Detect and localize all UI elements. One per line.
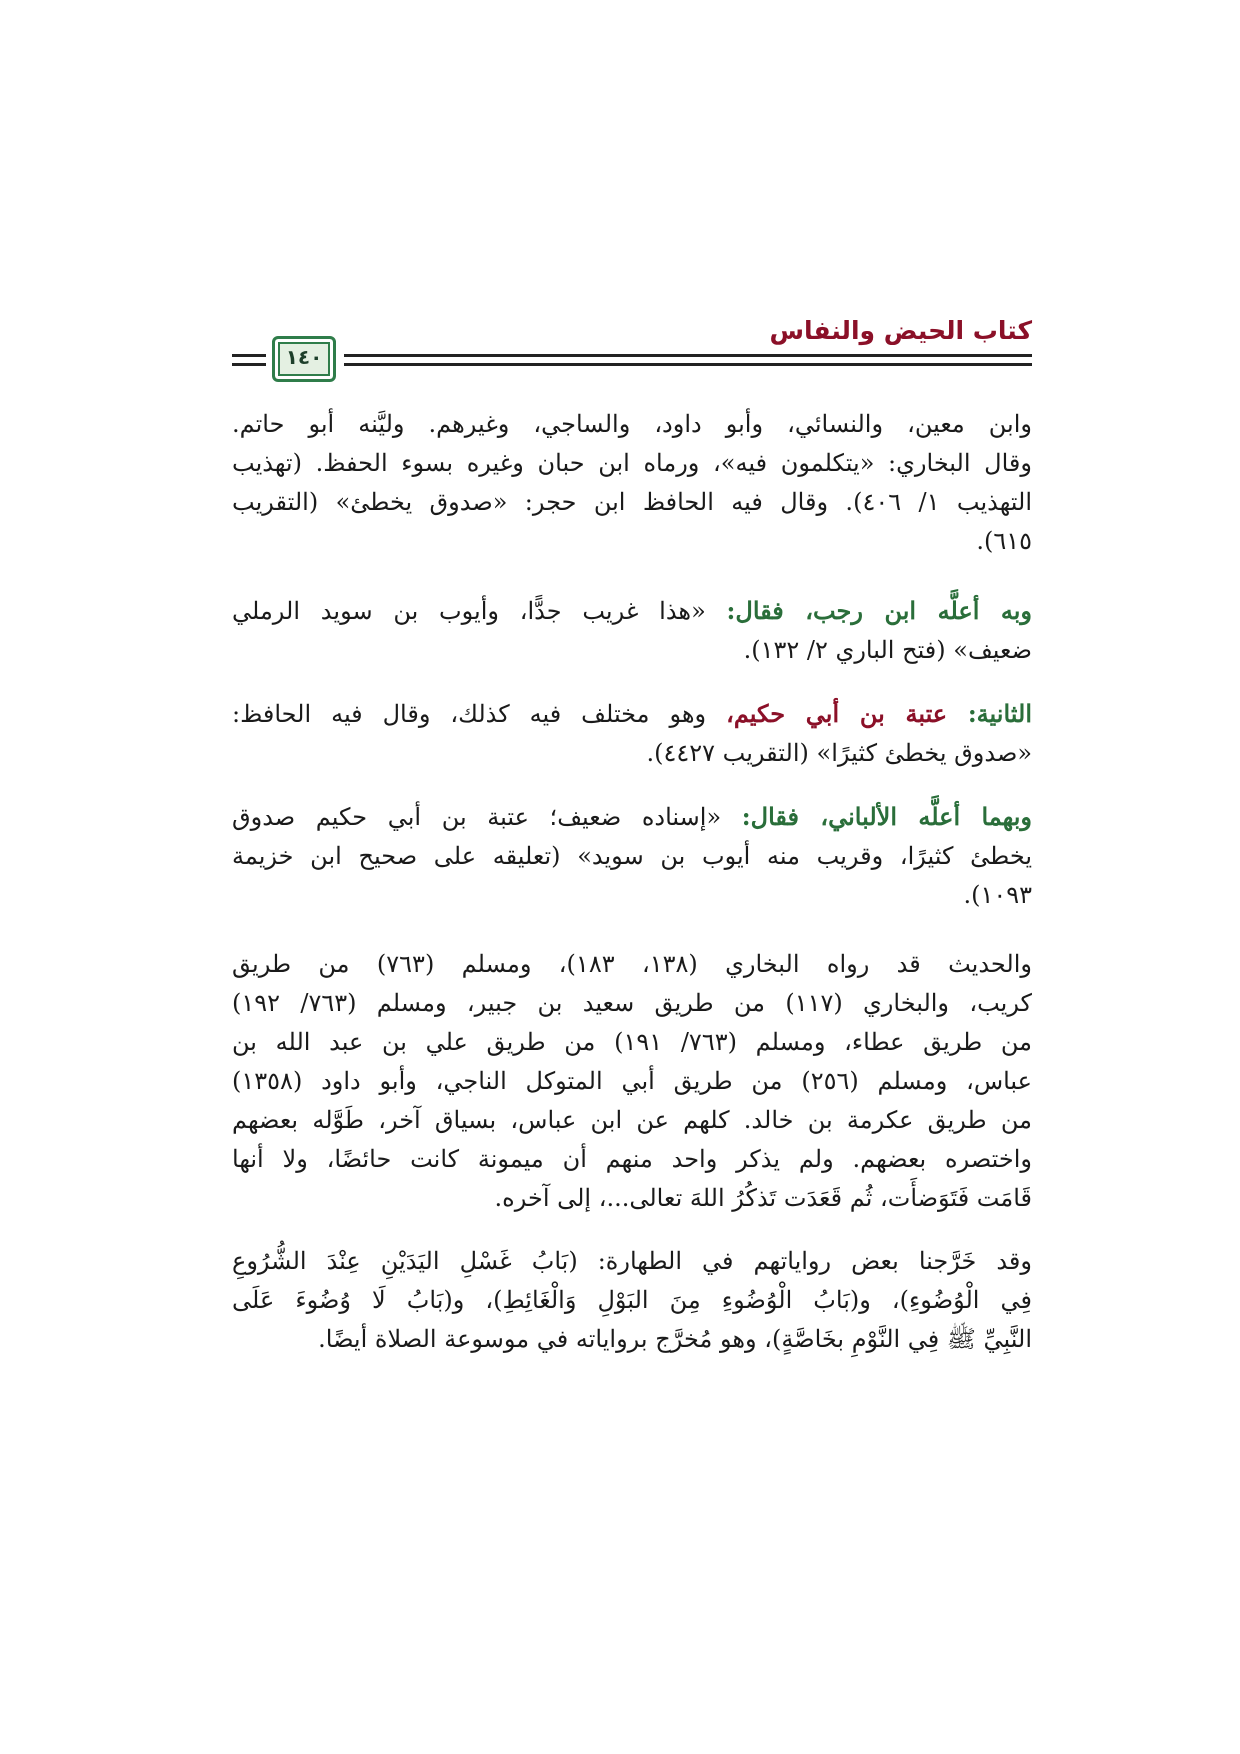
paragraph [232,1242,1032,1359]
text-line [232,591,1032,631]
text-line [232,797,1032,837]
text-line: والحديث قد رواه البخاري (١٣٨، ١٨٣)، ومسلم (٧٦٣) من طريق [232,950,1032,978]
text-line: ١٠٩٣). [963,881,1032,909]
text-line: فِي الْوُضُوءِ)، و(بَابُ الْوُضُوءِ مِنَ البَوْلِ وَالْغَائِطِ)، و(بَابُ لَا وُضُوءَ عَلَى [232,1286,1032,1314]
text-line: كريب، والبخاري (١١٧) من طريق سعيد بن جبير، ومسلم (٧٦٣/ ١٩٢) [232,989,1032,1017]
header-rule [344,354,1032,357]
text-line: وابن معين، والنسائي، وأبو داود، والساجي، وغيرهم. وليَّنه أبو حاتم. [232,410,1032,438]
header-rule [232,363,266,366]
text-line: وقال البخاري: «يتكلمون فيه»، ورماه ابن حبان وغيره بسوء الحفظ. (تهذيب [232,449,1032,477]
text-line: قَامَت فَتَوَضأَت، ثُم قَعَدَت تَذكُرُ اللهَ تعالى...، إلى آخره. [494,1184,1032,1212]
paragraph [232,797,1032,915]
text-line: من طريق عكرمة بن خالد. كلهم عن ابن عباس، بسياق آخر، طَوَّله بعضهم [232,1106,1032,1134]
text-line [232,694,1032,734]
page-number-badge [272,336,336,382]
narrator-name: عتبة بن أبي حكيم، [726,699,948,728]
paragraph [232,945,1032,1218]
header-rule [344,363,1032,366]
text-line: واختصره بعضهم. ولم يذكر واحد منهم أن ميمونة كانت حائضًا، ولا أنها [232,1145,1032,1173]
text-line: من طريق عطاء، ومسلم (٧٦٣/ ١٩١) من طريق علي بن عبد الله بن [232,1028,1032,1056]
page-header [232,310,1032,390]
text-line: يخطئ كثيرًا، وقريب منه أيوب بن سويد» (تعليقه على صحيح ابن خزيمة [232,842,1032,870]
text-line: وقد خَرَّجنا بعض رواياتهم في الطهارة: (بَابُ غَسْلِ اليَدَيْنِ عِنْدَ الشُّرُوعِ [232,1247,1032,1275]
text-span: «هذا غريب جدًّا، وأيوب بن سويد الرملي [232,597,727,625]
header-rule [232,354,266,357]
paragraph [232,694,1032,773]
text-span: «إسناده ضعيف؛ عتبة بن أبي حكيم صدوق [232,803,742,831]
paragraph [232,591,1032,670]
text-line: التهذيب ١/ ٤٠٦). وقال فيه الحافظ ابن حجر: «صدوق يخطئ» (التقريب [232,488,1032,516]
highlighted-phrase: الثانية: [947,699,1032,728]
text-line: عباس، ومسلم (٢٥٦) من طريق أبي المتوكل الناجي، وأبو داود (١٣٥٨) [232,1067,1032,1095]
text-span: وهو مختلف فيه كذلك، وقال فيه الحافظ: [232,700,727,728]
text-line: النَّبِيِّ ﷺ فِي النَّوْمِ بخَاصَّةٍ)، وهو مُخرَّج برواياته في موسوعة الصلاة أيضًا. [318,1325,1032,1353]
highlighted-phrase: وبه أعلَّه ابن رجب، فقال: [726,596,1033,625]
text-line: ٦١٥). [976,527,1032,555]
page-number: ١٤٠ [285,345,323,369]
book-title: كتاب الحيض والنفاس [769,316,1032,345]
paragraph [232,405,1032,561]
page-body [232,405,1032,1359]
highlighted-phrase: وبهما أعلَّه الألباني، فقال: [741,802,1032,831]
text-line: «صدوق يخطئ كثيرًا» (التقريب ٤٤٢٧). [646,739,1032,767]
text-line: ضعيف» (فتح الباري ٢/ ١٣٢). [743,636,1032,664]
